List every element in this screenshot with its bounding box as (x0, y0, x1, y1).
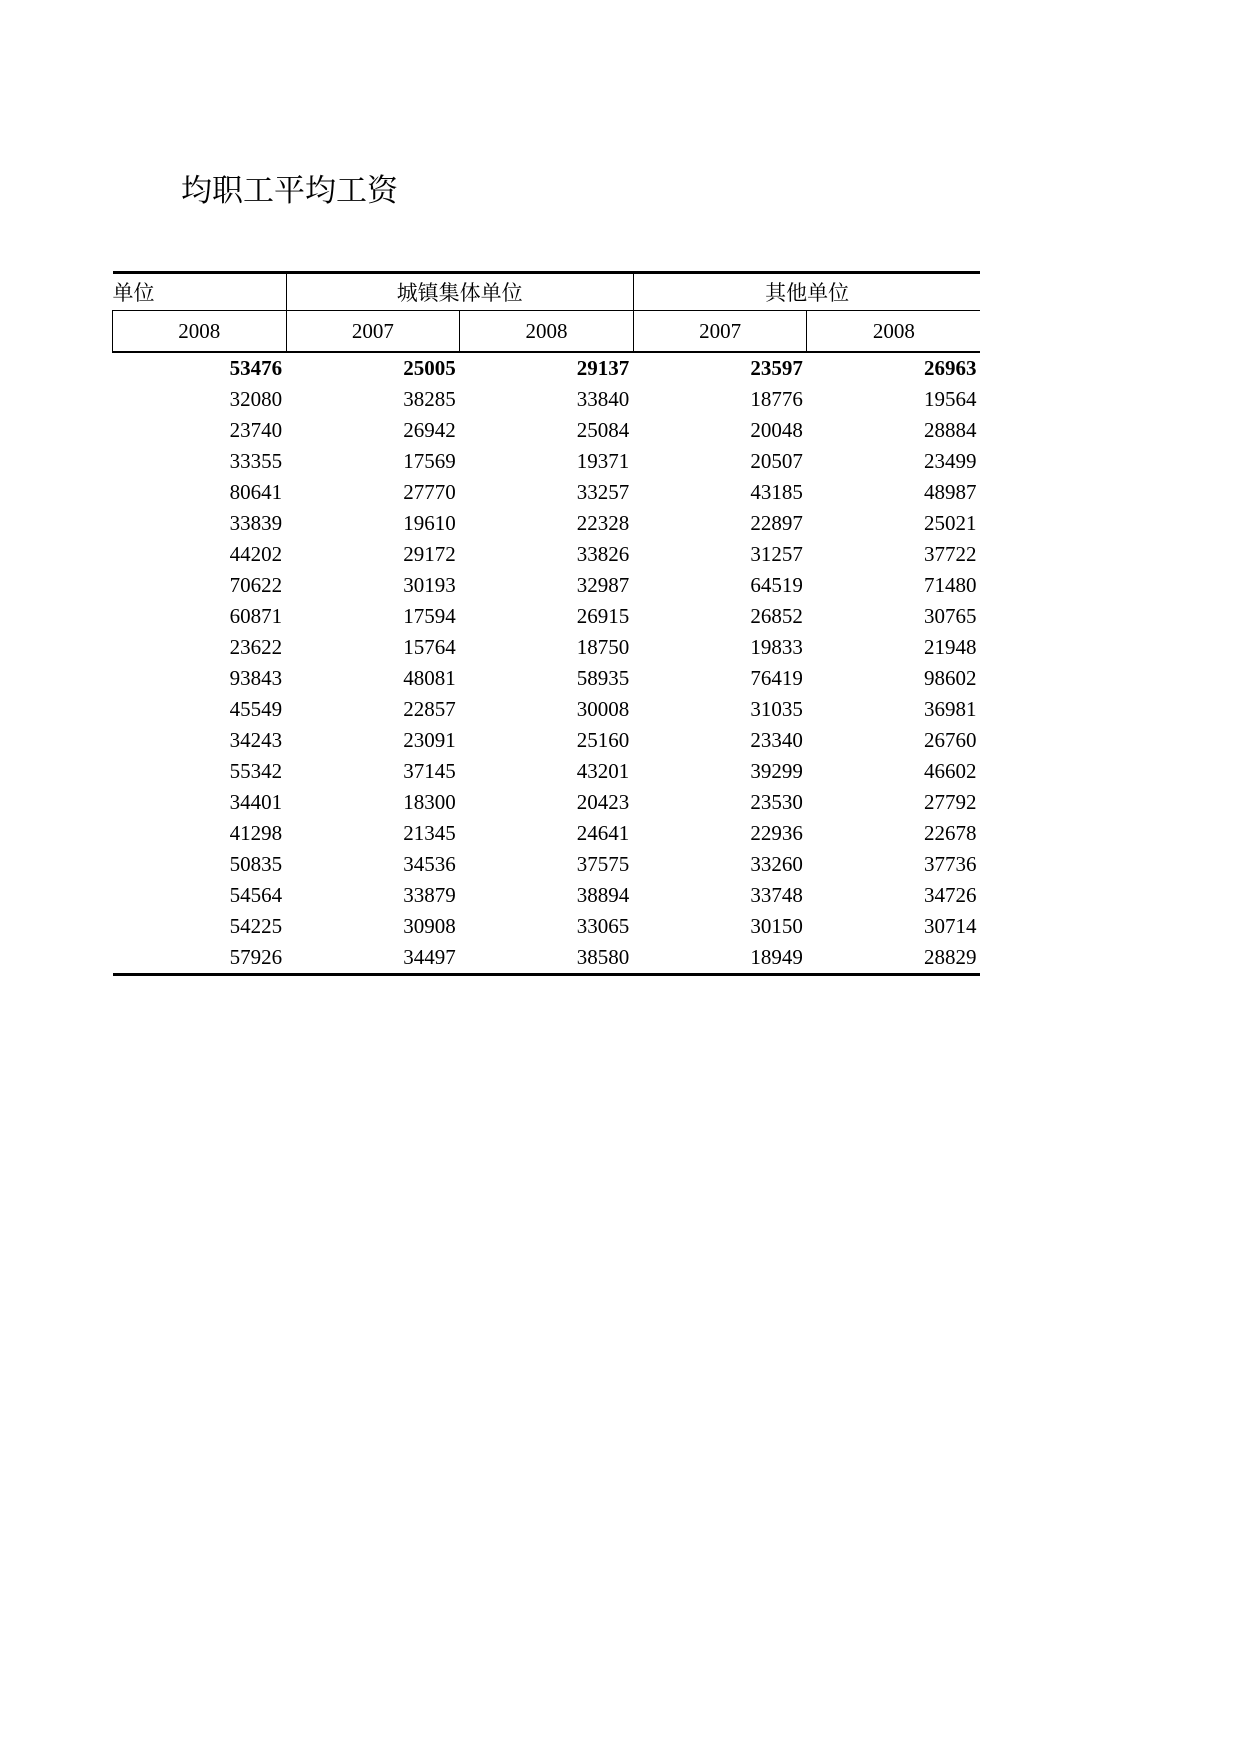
table-cell: 55342 (229, 759, 283, 783)
table-cell: 54564 (229, 883, 283, 907)
page-title-text: 均职工平均工资 (181, 173, 398, 209)
table-cell: 30908 (403, 914, 456, 938)
table-cell: 22897 (750, 511, 803, 535)
table-cell: 64519 (750, 573, 803, 597)
table-row (113, 880, 981, 911)
table-body (113, 352, 981, 975)
table-cell: 41298 (229, 821, 283, 845)
wage-table-container (112, 271, 980, 981)
table-cell: 28829 (807, 942, 980, 975)
table-cell: 30008 (576, 697, 630, 721)
table-cell: 60871 (229, 604, 283, 628)
table-cell: 23499 (923, 449, 977, 473)
table-cell: 15764 (403, 635, 456, 659)
table-cell: 30193 (403, 573, 456, 597)
table-cell: 34243 (229, 728, 283, 752)
table-cell: 26915 (576, 604, 630, 628)
header-group-collective: 城镇集体单位 (286, 273, 633, 311)
table-cell: 37736 (923, 852, 977, 876)
table-cell: 48081 (403, 666, 456, 690)
table-cell: 36981 (923, 697, 977, 721)
table-row (113, 756, 981, 787)
header-year: 2008 (807, 311, 980, 353)
table-cell: 76419 (750, 666, 803, 690)
table-row (113, 911, 981, 942)
table-cell: 33355 (229, 449, 283, 473)
page-title (98, 166, 398, 216)
table-cell: 43201 (576, 759, 630, 783)
table-cell: 22936 (750, 821, 803, 845)
table-cell: 26942 (403, 418, 456, 442)
table-cell: 21345 (403, 821, 456, 845)
table-row (113, 632, 981, 663)
table-cell: 57926 (113, 942, 287, 975)
table-row (113, 601, 981, 632)
table-cell: 23740 (229, 418, 283, 442)
table-cell: 23091 (403, 728, 456, 752)
table-cell: 45549 (229, 697, 283, 721)
header-year: 2008 (460, 311, 634, 353)
table-cell: 24641 (576, 821, 630, 845)
table-cell: 19833 (750, 635, 803, 659)
table-cell: 17569 (403, 449, 456, 473)
header-year: 2007 (633, 311, 807, 353)
table-cell: 43185 (750, 480, 803, 504)
header-year-row (113, 311, 981, 353)
table-row (113, 415, 981, 446)
table-cell: 33839 (229, 511, 283, 535)
table-cell: 18300 (403, 790, 456, 814)
table-cell: 33260 (750, 852, 803, 876)
table-cell: 18949 (633, 942, 807, 975)
table-cell: 26760 (923, 728, 977, 752)
table-cell: 20048 (750, 418, 803, 442)
table-cell: 30765 (923, 604, 977, 628)
header-group-unit: 单位 (113, 273, 287, 311)
table-cell: 31035 (750, 697, 803, 721)
table-cell: 17594 (403, 604, 456, 628)
table-cell: 34726 (923, 883, 977, 907)
wage-table (112, 271, 980, 976)
table-cell: 53476 (229, 356, 283, 380)
table-cell: 23340 (750, 728, 803, 752)
table-cell: 70622 (229, 573, 283, 597)
table-cell: 23622 (229, 635, 283, 659)
table-cell: 37575 (576, 852, 630, 876)
header-group-row (113, 273, 981, 311)
table-cell: 22678 (923, 821, 977, 845)
table-cell: 38894 (576, 883, 630, 907)
table-cell: 46602 (923, 759, 977, 783)
table-row (113, 477, 981, 508)
table-row (113, 663, 981, 694)
table-cell: 19610 (403, 511, 456, 535)
table-cell: 58935 (576, 666, 630, 690)
table-row (113, 508, 981, 539)
table-cell: 25160 (576, 728, 630, 752)
table-cell: 20507 (750, 449, 803, 473)
table-cell: 18750 (576, 635, 630, 659)
table-cell: 50835 (229, 852, 283, 876)
table-cell: 33840 (576, 387, 630, 411)
table-cell: 25021 (923, 511, 977, 535)
table-cell: 38285 (403, 387, 456, 411)
header-group-other: 其他单位 (633, 273, 980, 311)
table-cell: 34536 (403, 852, 456, 876)
table-cell: 32987 (576, 573, 630, 597)
header-year: 2007 (286, 311, 460, 353)
table-row (113, 725, 981, 756)
table-cell: 33065 (576, 914, 630, 938)
table-cell: 27792 (923, 790, 977, 814)
table-cell: 19564 (923, 387, 977, 411)
table-row-total (113, 352, 981, 384)
table-cell: 54225 (229, 914, 283, 938)
table-cell: 33748 (750, 883, 803, 907)
table-cell: 33826 (576, 542, 630, 566)
table-row (113, 694, 981, 725)
header-year: 2008 (113, 311, 287, 353)
table-row (113, 539, 981, 570)
table-row (113, 942, 981, 975)
table-row (113, 570, 981, 601)
table-cell: 37145 (403, 759, 456, 783)
table-cell: 30150 (750, 914, 803, 938)
table-row (113, 787, 981, 818)
table-cell: 22328 (576, 511, 630, 535)
table-cell: 26852 (750, 604, 803, 628)
table-cell: 34497 (286, 942, 460, 975)
table-cell: 29172 (403, 542, 456, 566)
table-cell: 32080 (229, 387, 283, 411)
table-cell: 23530 (750, 790, 803, 814)
table-cell: 38580 (460, 942, 634, 975)
table-cell: 31257 (750, 542, 803, 566)
table-cell: 25005 (403, 356, 456, 380)
table-row (113, 446, 981, 477)
table-cell: 71480 (923, 573, 977, 597)
table-cell: 80641 (229, 480, 283, 504)
table-cell: 22857 (403, 697, 456, 721)
table-cell: 27770 (403, 480, 456, 504)
table-cell: 93843 (229, 666, 283, 690)
table-cell: 28884 (923, 418, 977, 442)
table-row (113, 818, 981, 849)
table-cell: 30714 (923, 914, 977, 938)
table-cell: 34401 (229, 790, 283, 814)
table-row (113, 384, 981, 415)
table-cell: 33879 (403, 883, 456, 907)
table-cell: 21948 (923, 635, 977, 659)
table-cell: 20423 (576, 790, 630, 814)
table-cell: 18776 (750, 387, 803, 411)
table-cell: 37722 (923, 542, 977, 566)
table-cell: 19371 (576, 449, 630, 473)
table-cell: 29137 (576, 356, 630, 380)
table-cell: 33257 (576, 480, 630, 504)
table-cell: 98602 (923, 666, 977, 690)
table-cell: 39299 (750, 759, 803, 783)
table-cell: 48987 (923, 480, 977, 504)
table-cell: 25084 (576, 418, 630, 442)
table-cell: 23597 (750, 356, 803, 380)
table-cell: 44202 (229, 542, 283, 566)
table-cell: 26963 (923, 356, 977, 380)
table-row (113, 849, 981, 880)
